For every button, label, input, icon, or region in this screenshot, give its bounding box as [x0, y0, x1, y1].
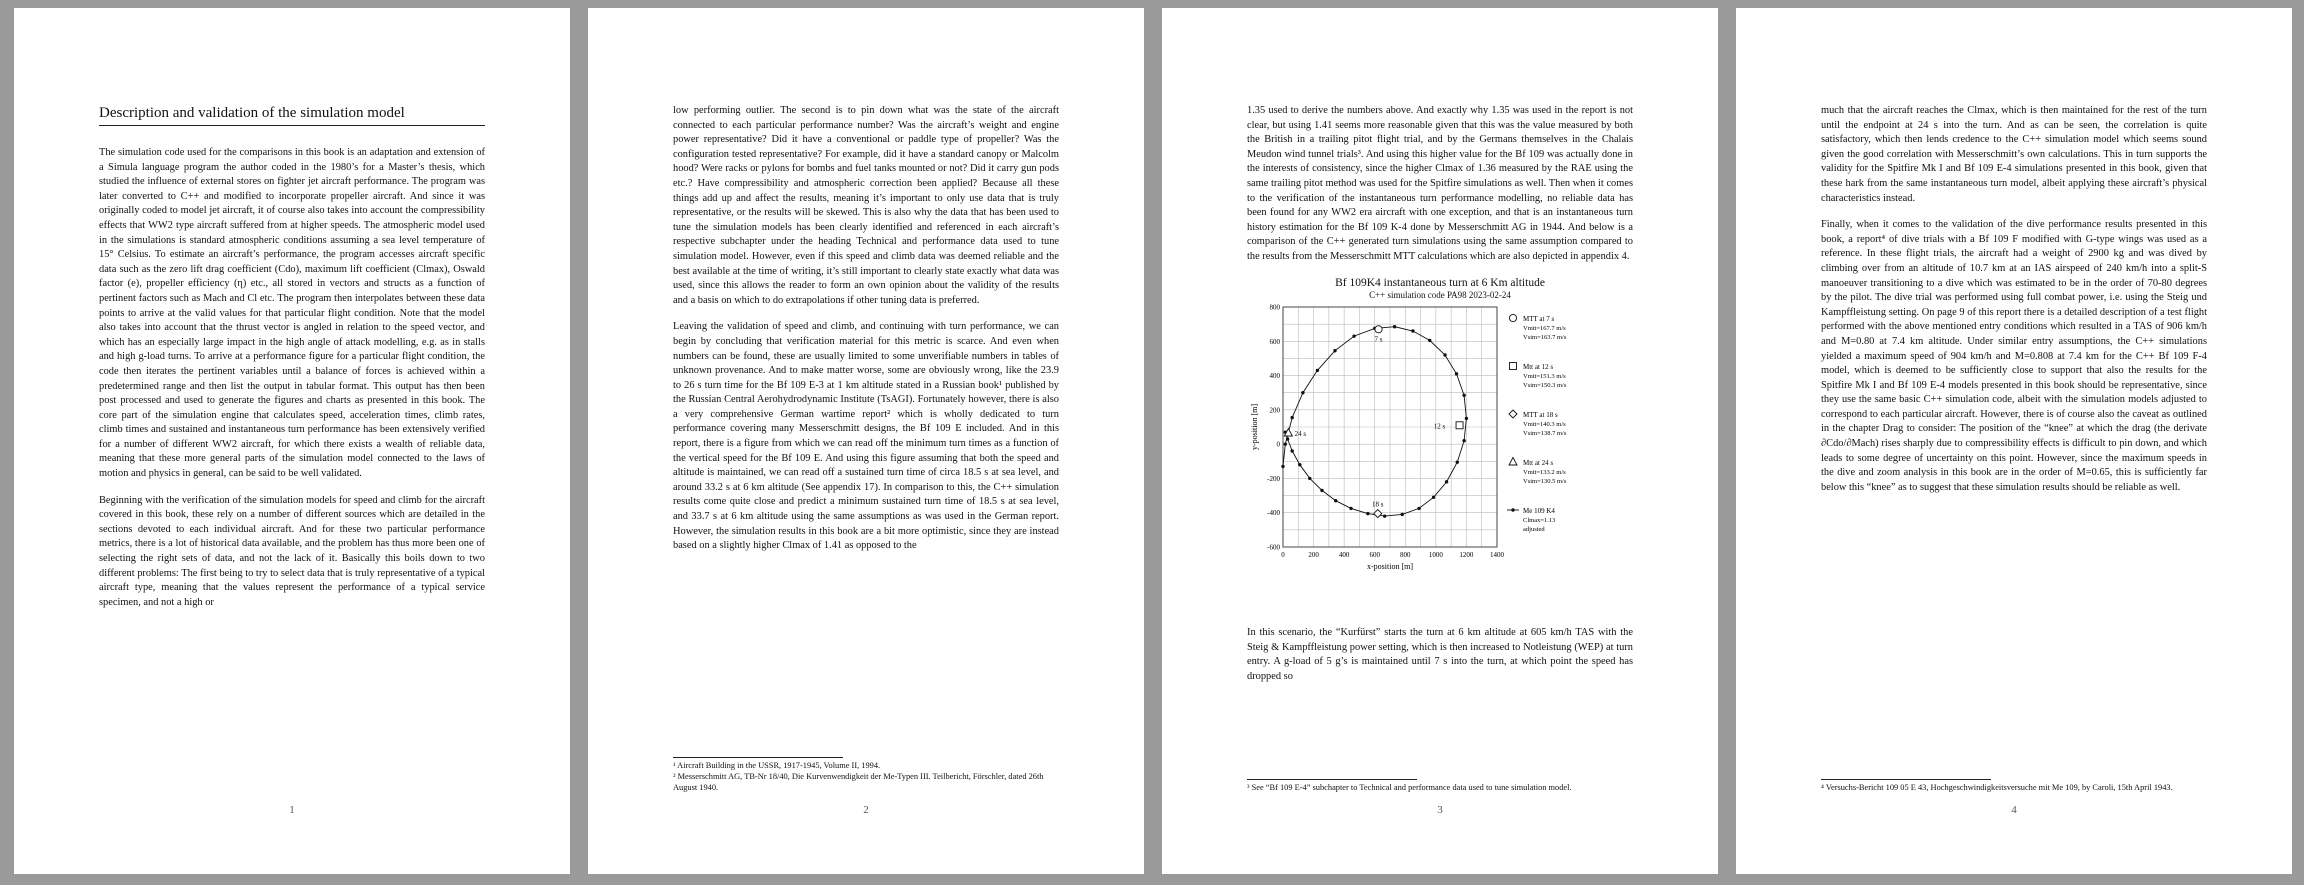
y-axis-label: y-position [m] — [1250, 403, 1259, 450]
series-point — [1428, 338, 1431, 341]
series-point — [1462, 393, 1465, 396]
mtt-point-label: 7 s — [1374, 334, 1383, 343]
paragraph: In this scenario, the “Kurfürst” starts the turn at 6 km altitude at 605 km/h TAS with the Steig & Kampffleistung power setting, which is then increased to Notleistung (WEP) at turn entry. A g-load of 5 g’s is maintained until 7 s into the turn, at which point the speed has dropped so — [1247, 627, 1633, 682]
legend-label: Mtt at 12 s — [1523, 362, 1554, 371]
x-tick-label: 1400 — [1490, 550, 1504, 559]
mtt-point-label: 12 s — [1433, 421, 1446, 430]
page-2-content — [673, 104, 1059, 566]
series-point — [1352, 334, 1355, 337]
series-point — [1308, 476, 1311, 479]
legend-detail: Clmax=1.13 — [1523, 516, 1556, 524]
series-point — [1401, 512, 1404, 515]
series-point — [1462, 439, 1465, 442]
paragraph: The simulation code used for the comparisons in this book is an adaptation and extension of a Simula language program the author coded in the 1980’s for a Master’s thesis, which studied the influence of external stores on fighter jet aircraft performance. The program was later converted to C++ and modified to incorporate propeller aircraft. And since it was originally coded to model jet aircraft, it of course also takes into account the compressibility effects that WW2 type aircraft suffered from at higher speeds. The atmospheric model used in the simulations is standard atmospheric conditions assuming a sea level temperature of 15° Celsius. To estimate an aircraft’s performance, the program accesses aircraft specific data such as the zero lift drag coefficient (Cdo), maximum lift coefficient (Clmax), Oswald factor (e), propeller efficiency (η) etc., all stored in vectors and structs as a function of pertinent factors such as Mach and Cl etc. The program then interpolates between these data points to arrive at the valid values for that particular flight condition. Note that the model also takes into account that the thrust vector is angled in relation to the speed vector, and which has an especially large impact in the high angle of attack modelling, e.g. as in stalls and high g-load turns. To arrive at a performance figure for a particular flight condition, the code then iterates the pertinent variables until a balance of forces is achieved within a predetermined range and then list the output in tabular format. This output has then been post processed and used to generate the figures and charts as presented in this book. The core part of the simulation engine that calculates speed, acceleration times, climb rates, climb times and sustained and instantaneous turn performance has been extensively verified for a number of different WW2 aircraft, for which there exists a wealth of reliable data, meaning that these more general parts of the simulation model connected to the laws of motion and physics in general, can be said to be well validated. — [99, 147, 485, 480]
footnote-separator — [1821, 779, 1991, 780]
turn-chart — [1247, 277, 1633, 617]
document-page-1 — [14, 8, 570, 874]
legend-marker — [1509, 457, 1517, 465]
legend-label: Mtt at 24 s — [1523, 458, 1554, 467]
footnote-separator — [673, 757, 843, 758]
x-tick-label: 0 — [1281, 550, 1285, 559]
chart-title: Bf 109K4 instantaneous turn at 6 Km altitude — [1335, 276, 1545, 289]
mtt-marker-square — [1456, 421, 1463, 428]
series-point — [1298, 463, 1301, 466]
series-point — [1349, 506, 1352, 509]
mtt-point-label: 18 s — [1372, 500, 1384, 509]
y-tick-label: -600 — [1267, 543, 1280, 552]
series-point — [1333, 349, 1336, 352]
legend-detail: Vmtt=167.7 m/s — [1523, 324, 1566, 332]
y-tick-label: 200 — [1269, 405, 1280, 414]
legend-marker — [1509, 314, 1516, 321]
series-point — [1366, 511, 1369, 514]
section-heading: Description and validation of the simulation model — [99, 104, 485, 126]
series-point — [1290, 415, 1293, 418]
y-tick-label: 600 — [1269, 337, 1280, 346]
page-number: 2 — [863, 804, 869, 816]
page-number: 1 — [289, 804, 295, 816]
legend-detail: Vmtt=151.3 m/s — [1523, 372, 1566, 380]
page-1-content — [99, 96, 485, 622]
series-point — [1383, 514, 1386, 517]
legend-detail: Vsim=150.3 m/s — [1523, 381, 1567, 389]
series-point — [1393, 325, 1396, 328]
y-tick-label: -400 — [1267, 508, 1280, 517]
legend-detail: Vsim=130.5 m/s — [1523, 477, 1567, 485]
series-point — [1432, 495, 1435, 498]
series-point — [1443, 353, 1446, 356]
paragraph: Beginning with the verification of the simulation models for speed and climb for the aircraft covered in this book, these rely on a number of different sources which are detailed in the sections devoted to each individual aircraft. And for these two particular performance metrics, there is a lot of historical data available, and the problem has thus more been one of selecting the right sets of data, and not the lack of it. Basically this boils down to two different problems: The first being to try to select data that is truly representative of a typical aircraft type, meaning that the values represent the performance of a typical service specimen, and not a high or — [99, 494, 485, 608]
series-point — [1417, 506, 1420, 509]
footnotes — [1247, 779, 1633, 795]
series-point — [1445, 480, 1448, 483]
y-tick-label: 0 — [1276, 440, 1280, 449]
page-4-content — [1821, 104, 2207, 507]
x-tick-label: 800 — [1400, 550, 1411, 559]
series-point — [1411, 329, 1414, 332]
legend-label: MTT at 7 s — [1523, 314, 1555, 323]
legend-detail: adjusted — [1523, 525, 1545, 533]
paragraph: low performing outlier. The second is to pin down what was the state of the aircraft connected to each particular performance number? Was the aircraft’s weight and engine power representative? Did it have a conventional or paddle type of propeller? Was the configuration tested representative? For example, did it have a standard canopy or Malcolm hood? Were racks or pylons for bombs and fuel tanks mounted or not? Did it carry gun pods etc.? Have compressibility and atmospheric correction been applied? Because all these things add up and affect the results, meaning it’s important to only use data that is truly representative, or the results will be skewed. This is also why the data that has been used to tune the simulation models has been clearly identified and referenced in each aircraft’s respective subchapter under the heading Technical and performance data used to tune simulation model. However, even if this speed and climb data was deemed reliable and the best available at the time of writing, it’s still important to clearly state exactly what data was used, since this allows the reader to form an own opinion about the validity of the results and a basis on which to do extrapolations if other tuning data is preferred. — [673, 105, 1059, 306]
legend-marker — [1510, 362, 1517, 369]
legend-marker — [1509, 410, 1517, 418]
x-tick-label: 600 — [1369, 550, 1380, 559]
footnote: ² Messerschmitt AG, TB-Nr 18/40, Die Kurvenwendigkeit der Me-Typen III. Teilbericht, Förschler, dated 26th August 1940. — [673, 772, 1044, 792]
document-page-2 — [588, 8, 1144, 874]
footnote: ¹ Aircraft Building in the USSR, 1917-1945, Volume II, 1994. — [673, 760, 881, 770]
paragraph: much that the aircraft reaches the Clmax, which is then maintained for the rest of the turn until the endpoint at 24 s into the turn. And as can be seen, the correlation is quite satisfactory, which then lends credence to the C++ simulation model which seems sound given the good correlation with Messerschmitt’s own calculations. This in turn supports the validity for the Spitfire Mk I and Bf 109 E-4 simulations presented in this book, given that these hark from the same instantaneous turn model, albeit applying these aircraft’s physical characteristics instead. — [1821, 105, 2207, 204]
series-point — [1286, 437, 1289, 440]
paragraph: Finally, when it comes to the validation of the dive performance results presented in this book, a report⁴ of dive trials with a Bf 109 F modified with G-type wings was used as a reference. In these flight trials, the aircraft had a weight of 2900 kg and was dived by climbing over from an altitude of 10.7 km at an IAS airspeed of 240 km/h into a split-S manoeuver transitioning to a dive which was estimated to be in the order of 70-80 degrees by the pilot. The dive trial was performed using full combat power, i.e. using the Steig und Kampffleistung setting. On page 9 of this report there is a detailed description of a test flight performed with the above mentioned entry conditions which resulted in a TAS of 906 km/h and M=0.80 at 7.4 km altitude. Under similar entry assumptions, the C++ simulations yielded a maximum speed of 904 km/h and M=0.808 at 7.4 km for the C++ Bf 109 F-4 model, which is deemed to be sufficiently close to support that also the results for the Spitfire Mk I and Bf 109 E-4 models presented in this book should be representative, since they use the same basic C++ simulation code, albeit with the simulation models adjusted to correspond to each particular aircraft. However, there is of course also the caveat as outlined in the chapter Drag to consider: The position of the “knee” at which the drag (the derivate ∂Cdo/∂Mach) rises sharply due to compressibility effects is difficult to pin down, and which leads to some degree of uncertainty on this point. However, since the maximum speeds in the dive and zoom analysis in this book are in the order of M=0.65, this is sufficiently far below this “knee” as to suggest that these simulation results should be reliable as well. — [1821, 219, 2207, 493]
mtt-point-label: 24 s — [1294, 429, 1307, 438]
series-point — [1334, 499, 1337, 502]
footnotes — [1821, 779, 2207, 795]
legend-label: Me 109 K4 — [1523, 506, 1555, 515]
legend-detail: Vmtt=140.3 m/s — [1523, 420, 1566, 428]
x-tick-label: 200 — [1308, 550, 1319, 559]
series-point — [1456, 460, 1459, 463]
document-page-3 — [1162, 8, 1718, 874]
legend-detail: Vsim=138.7 m/s — [1523, 429, 1567, 437]
y-tick-label: 400 — [1269, 371, 1280, 380]
page-number: 4 — [2011, 804, 2017, 816]
series-point — [1301, 391, 1304, 394]
document-page-4 — [1736, 8, 2292, 874]
footnote: ⁴ Versuchs-Bericht 109 05 E 43, Hochgeschwindigkeitsversuche mit Me 109, by Caroli, 15th April 1943. — [1821, 782, 2173, 792]
series-point — [1281, 464, 1284, 467]
footnotes — [673, 757, 1059, 795]
x-tick-label: 1000 — [1428, 550, 1443, 559]
legend-detail: Vmtt=133.2 m/s — [1523, 468, 1566, 476]
footnote: ³ See “Bf 109 E-4” subchapter to Technical and performance data used to tune simulation model. — [1247, 782, 1572, 792]
series-point — [1455, 372, 1458, 375]
page-3-content — [1247, 104, 1633, 697]
legend-label: MTT at 18 s — [1523, 410, 1558, 419]
series-point — [1284, 442, 1287, 445]
footnote-separator — [1247, 779, 1417, 780]
series-point — [1320, 488, 1323, 491]
mtt-marker-circle — [1375, 325, 1382, 332]
x-tick-label: 1200 — [1459, 550, 1474, 559]
chart-svg — [1247, 301, 1633, 611]
page-number: 3 — [1437, 804, 1443, 816]
paragraph: 1.35 used to derive the numbers above. And exactly why 1.35 was used in the report is not clear, but using 1.41 seems more reasonable given that this was the value measured by both the British in a trailing pitot flight trial, and by the Germans themselves in the Chalais Meudon wind tunnel trials³. And using this higher value for the Bf 109 was actually done in the interests of consistency, since the higher Clmax of 1.36 measured by the RAE using the same trailing pitot method was used for the Spitfire simulations as well. Then when it comes to the verification of the instantaneous turn performance modelling, no reliable data has been found for any WW2 era aircraft with one exception, and that is an instantaneous turn history estimation for the Bf 109 K-4 done by Messerschmitt AG in 1944. And below is a comparison of the C++ generated turn simulations using the same assumption compared to the results from the Messerschmitt MTT calculations which are also depicted in appendix 4. — [1247, 105, 1633, 262]
paragraph: Leaving the validation of speed and climb, and continuing with turn performance, we can begin by concluding that verification material for this metric is scarce. And even when numbers can be found, these are usually limited to some unverifiable numbers in tables of unknown provenance. And to make matter worse, some are obviously wrong, like the 23.9 to 26 s turn time for the Bf 109 E-3 at 1 km altitude stated in a Russian book¹ published by the Russian Central Aerohydrodynamic Institute (TsAGI). Fortunately however, there is also a very comprehensive German wartime report² which is wholly dedicated to turn performance covering many Messerschmitt designs, the Bf 109 E included. And in this report, there is a figure from which we can read off the minimum turn times as a function of the vertical speed for the Bf 109 E. And using this figure assuming that both the speed and altitude is maintained, we can read off a sustained turn time of circa 18.5 s at sea level, and around 33.2 s at 6 km altitude (See appendix 17). In comparison to this, the C++ simulation results come quite close and predict a minimum sustained turn time of 18.5 s at sea level, and 33.7 s at 6 km altitude using the same assumptions as was used in the German report. However, the simulation results in this book are a bit more optimistic, since they are instead based on a slightly higher Clmax of 1.41 as opposed to the — [673, 321, 1059, 552]
y-tick-label: 800 — [1269, 303, 1280, 312]
chart-subtitle: C++ simulation code PA98 2023-02-24 — [1369, 289, 1511, 300]
series-point — [1316, 368, 1319, 371]
legend-marker — [1511, 508, 1514, 511]
x-tick-label: 400 — [1338, 550, 1350, 559]
series-point — [1465, 416, 1468, 419]
series-point — [1290, 449, 1293, 452]
x-axis-label: x-position [m] — [1367, 561, 1413, 571]
y-tick-label: -200 — [1267, 474, 1280, 483]
legend-detail: Vsim=163.7 m/s — [1523, 333, 1567, 341]
